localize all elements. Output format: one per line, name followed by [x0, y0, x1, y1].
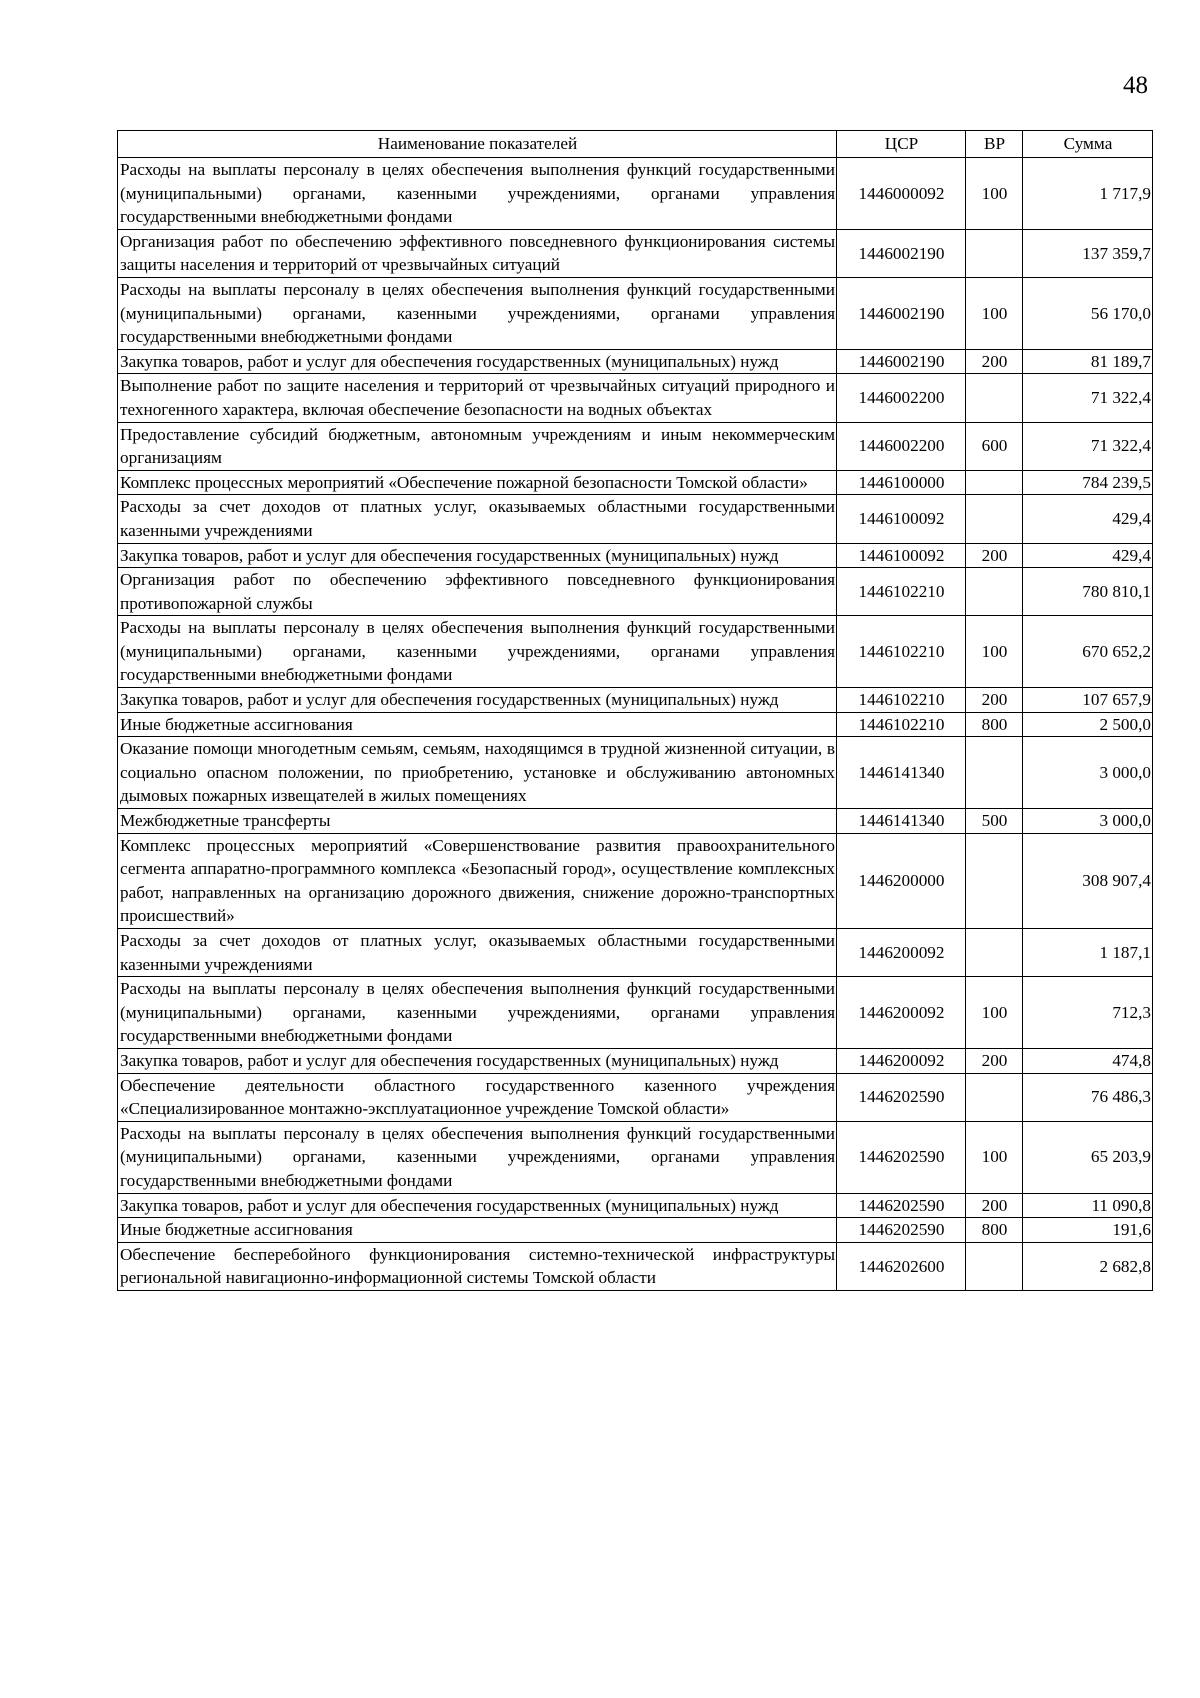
table-row	[118, 977, 1153, 1049]
row-sum-cell: 137 359,7	[1023, 229, 1153, 277]
table-row	[118, 1073, 1153, 1121]
row-csr-cell: 1446002200	[837, 374, 966, 422]
row-sum-cell: 1 187,1	[1023, 929, 1153, 977]
row-name-cell: Расходы на выплаты персоналу в целях обеспечения выполнения функций государственными (муниципальными) органами, казенными учреждениями, органами управления государственными внебюджетными фондами	[118, 158, 837, 230]
table-row	[118, 229, 1153, 277]
row-vr-cell	[966, 229, 1023, 277]
row-name-cell: Комплекс процессных мероприятий «Совершенствование развития правоохранительного сегмента аппаратно-программного комплекса «Безопасный город», осуществление комплексных работ, направленных на организацию дорожного движения, снижение дорожно-транспортных происшествий»	[118, 833, 837, 928]
table-row	[118, 712, 1153, 737]
row-name-cell: Межбюджетные трансферты	[118, 809, 837, 834]
table-row	[118, 158, 1153, 230]
row-csr-cell: 1446200092	[837, 1048, 966, 1073]
row-csr-cell: 1446100092	[837, 543, 966, 568]
row-sum-cell: 71 322,4	[1023, 422, 1153, 470]
row-sum-cell: 191,6	[1023, 1218, 1153, 1243]
row-csr-cell: 1446102210	[837, 568, 966, 616]
header-sum: Сумма	[1023, 131, 1153, 158]
row-csr-cell: 1446000092	[837, 158, 966, 230]
table-body	[118, 158, 1153, 1291]
row-name-cell: Иные бюджетные ассигнования	[118, 1218, 837, 1243]
row-vr-cell: 200	[966, 349, 1023, 374]
page-number: 48	[1123, 72, 1148, 99]
row-sum-cell: 107 657,9	[1023, 688, 1153, 713]
row-vr-cell: 800	[966, 1218, 1023, 1243]
row-sum-cell: 670 652,2	[1023, 616, 1153, 688]
row-vr-cell: 100	[966, 977, 1023, 1049]
row-name-cell: Оказание помощи многодетным семьям, семьям, находящимся в трудной жизненной ситуации, в социально опасном положении, по приобретению, установке и обслуживанию автономных дымовых пожарных извещателей в жилых помещениях	[118, 737, 837, 809]
row-sum-cell: 2 500,0	[1023, 712, 1153, 737]
row-vr-cell: 100	[966, 277, 1023, 349]
row-sum-cell: 712,3	[1023, 977, 1153, 1049]
row-vr-cell	[966, 374, 1023, 422]
row-vr-cell	[966, 495, 1023, 543]
table-row	[118, 495, 1153, 543]
table-header-row	[118, 131, 1153, 158]
table-row	[118, 1242, 1153, 1290]
row-vr-cell	[966, 929, 1023, 977]
row-csr-cell: 1446200000	[837, 833, 966, 928]
row-vr-cell	[966, 737, 1023, 809]
row-sum-cell: 474,8	[1023, 1048, 1153, 1073]
table-row	[118, 277, 1153, 349]
row-sum-cell: 65 203,9	[1023, 1121, 1153, 1193]
table-row	[118, 1218, 1153, 1243]
row-sum-cell: 71 322,4	[1023, 374, 1153, 422]
table-row	[118, 1193, 1153, 1218]
row-name-cell: Расходы на выплаты персоналу в целях обеспечения выполнения функций государственными (муниципальными) органами, казенными учреждениями, органами управления государственными внебюджетными фондами	[118, 616, 837, 688]
row-name-cell: Выполнение работ по защите населения и территорий от чрезвычайных ситуаций природного и техногенного характера, включая обеспечение безопасности на водных объектах	[118, 374, 837, 422]
row-name-cell: Предоставление субсидий бюджетным, автономным учреждениям и иным некоммерческим организациям	[118, 422, 837, 470]
row-name-cell: Комплекс процессных мероприятий «Обеспечение пожарной безопасности Томской области»	[118, 470, 837, 495]
row-csr-cell: 1446100092	[837, 495, 966, 543]
row-sum-cell: 3 000,0	[1023, 737, 1153, 809]
table-row	[118, 737, 1153, 809]
row-name-cell: Закупка товаров, работ и услуг для обеспечения государственных (муниципальных) нужд	[118, 1193, 837, 1218]
table-row	[118, 349, 1153, 374]
row-csr-cell: 1446202590	[837, 1193, 966, 1218]
row-vr-cell: 100	[966, 616, 1023, 688]
row-csr-cell: 1446141340	[837, 737, 966, 809]
table-row	[118, 929, 1153, 977]
row-vr-cell: 800	[966, 712, 1023, 737]
row-csr-cell: 1446202590	[837, 1073, 966, 1121]
row-vr-cell: 100	[966, 158, 1023, 230]
row-vr-cell: 200	[966, 1048, 1023, 1073]
row-vr-cell	[966, 833, 1023, 928]
table-row	[118, 422, 1153, 470]
row-vr-cell: 200	[966, 1193, 1023, 1218]
row-name-cell: Организация работ по обеспечению эффективного повседневного функционирования системы защиты населения и территорий от чрезвычайных ситуаций	[118, 229, 837, 277]
table-row	[118, 833, 1153, 928]
table-row	[118, 470, 1153, 495]
table-row	[118, 616, 1153, 688]
row-csr-cell: 1446002190	[837, 349, 966, 374]
header-name: Наименование показателей	[118, 131, 837, 158]
row-sum-cell: 1 717,9	[1023, 158, 1153, 230]
row-sum-cell: 429,4	[1023, 495, 1153, 543]
row-csr-cell: 1446202590	[837, 1218, 966, 1243]
row-name-cell: Расходы на выплаты персоналу в целях обеспечения выполнения функций государственными (муниципальными) органами, казенными учреждениями, органами управления государственными внебюджетными фондами	[118, 1121, 837, 1193]
row-sum-cell: 2 682,8	[1023, 1242, 1153, 1290]
budget-table	[117, 130, 1153, 1291]
table-row	[118, 374, 1153, 422]
row-name-cell: Иные бюджетные ассигнования	[118, 712, 837, 737]
row-vr-cell	[966, 568, 1023, 616]
row-csr-cell: 1446100000	[837, 470, 966, 495]
row-name-cell: Расходы за счет доходов от платных услуг, оказываемых областными государственными казенными учреждениями	[118, 929, 837, 977]
row-sum-cell: 308 907,4	[1023, 833, 1153, 928]
row-csr-cell: 1446102210	[837, 616, 966, 688]
row-csr-cell: 1446102210	[837, 712, 966, 737]
row-csr-cell: 1446141340	[837, 809, 966, 834]
row-vr-cell	[966, 1242, 1023, 1290]
row-csr-cell: 1446200092	[837, 929, 966, 977]
row-vr-cell: 200	[966, 543, 1023, 568]
table-row	[118, 1048, 1153, 1073]
row-name-cell: Закупка товаров, работ и услуг для обеспечения государственных (муниципальных) нужд	[118, 1048, 837, 1073]
table-row	[118, 688, 1153, 713]
row-name-cell: Расходы на выплаты персоналу в целях обеспечения выполнения функций государственными (муниципальными) органами, казенными учреждениями, органами управления государственными внебюджетными фондами	[118, 977, 837, 1049]
row-csr-cell: 1446202600	[837, 1242, 966, 1290]
row-name-cell: Обеспечение деятельности областного государственного казенного учреждения «Специализированное монтажно-эксплуатационное учреждение Томской области»	[118, 1073, 837, 1121]
row-sum-cell: 11 090,8	[1023, 1193, 1153, 1218]
row-name-cell: Закупка товаров, работ и услуг для обеспечения государственных (муниципальных) нужд	[118, 543, 837, 568]
row-vr-cell: 600	[966, 422, 1023, 470]
row-sum-cell: 3 000,0	[1023, 809, 1153, 834]
table-row	[118, 543, 1153, 568]
row-vr-cell: 500	[966, 809, 1023, 834]
row-csr-cell: 1446200092	[837, 977, 966, 1049]
row-vr-cell	[966, 1073, 1023, 1121]
row-name-cell: Обеспечение бесперебойного функционирования системно-технической инфраструктуры региональной навигационно-информационной системы Томской области	[118, 1242, 837, 1290]
row-vr-cell: 100	[966, 1121, 1023, 1193]
row-csr-cell: 1446202590	[837, 1121, 966, 1193]
row-csr-cell: 1446002190	[837, 277, 966, 349]
row-name-cell: Закупка товаров, работ и услуг для обеспечения государственных (муниципальных) нужд	[118, 688, 837, 713]
row-sum-cell: 76 486,3	[1023, 1073, 1153, 1121]
table-row	[118, 809, 1153, 834]
table-row	[118, 1121, 1153, 1193]
row-name-cell: Закупка товаров, работ и услуг для обеспечения государственных (муниципальных) нужд	[118, 349, 837, 374]
row-csr-cell: 1446102210	[837, 688, 966, 713]
row-vr-cell: 200	[966, 688, 1023, 713]
row-sum-cell: 780 810,1	[1023, 568, 1153, 616]
row-vr-cell	[966, 470, 1023, 495]
row-name-cell: Расходы за счет доходов от платных услуг, оказываемых областными государственными казенными учреждениями	[118, 495, 837, 543]
row-sum-cell: 56 170,0	[1023, 277, 1153, 349]
row-sum-cell: 81 189,7	[1023, 349, 1153, 374]
table-row	[118, 568, 1153, 616]
row-name-cell: Организация работ по обеспечению эффективного повседневного функционирования противопожарной службы	[118, 568, 837, 616]
row-name-cell: Расходы на выплаты персоналу в целях обеспечения выполнения функций государственными (муниципальными) органами, казенными учреждениями, органами управления государственными внебюджетными фондами	[118, 277, 837, 349]
row-sum-cell: 429,4	[1023, 543, 1153, 568]
row-csr-cell: 1446002200	[837, 422, 966, 470]
row-sum-cell: 784 239,5	[1023, 470, 1153, 495]
header-vr: ВР	[966, 131, 1023, 158]
row-csr-cell: 1446002190	[837, 229, 966, 277]
header-csr: ЦСР	[837, 131, 966, 158]
